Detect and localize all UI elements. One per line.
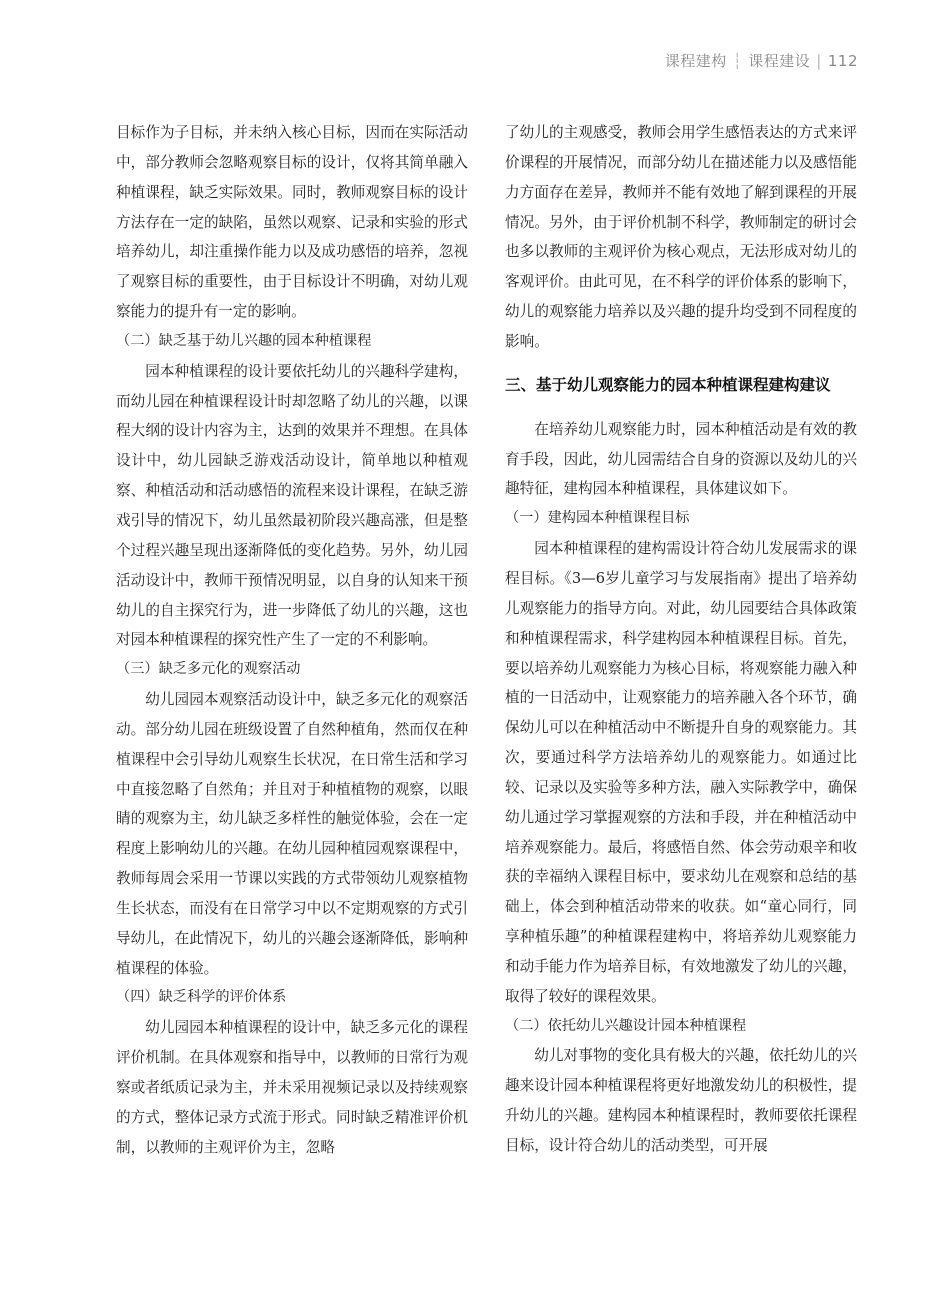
body-paragraph: 了幼儿的主观感受，教师会用学生感悟表达的方式来评价课程的开展情况，而部分幼儿在描述能力以及感悟能力方面存在差异，教师并不能有效地了解到课程的开展情况。另外，由于评价机制不科学，教师制定的研讨会也多以教师的主观评价为核心观点，无法形成对幼儿的客观评价。由此可见，在不科学的评价体系的影响下，幼儿的观察能力培养以及兴趣的提升均受到不同程度的影响。 bbox=[505, 124, 857, 350]
body-paragraph: 目标作为子目标，并未纳入核心目标，因而在实际活动中，部分教师会忽略观察目标的设计，仅将其简单融入种植课程，缺乏实际效果。同时，教师观察目标的设计方法存在一定的缺陷，虽然以观察、记录和实验的形式培养幼儿，却注重操作能力以及成功感悟的培养，忽视了观察目标的重要性，由于目标设计不明确，对幼儿观察能力的提升有一定的影响。 bbox=[116, 124, 468, 321]
header-separator: | bbox=[816, 52, 822, 70]
body-paragraph: 幼儿园园本观察活动设计中，缺乏多元化的观察活动。部分幼儿园在班级设置了自然种植角，然而仅在种植课程中会引导幼儿观察生长状况，在日常生活和学习中直接忽略了自然角；并且对于种植植物的观察，以眼睛的观察为主，幼儿缺乏多样性的触觉体验，会在一定程度上影响幼儿的兴趣。在幼儿园种植园观察课程中，教师每周会采用一节课以实践的方式带领幼儿观察植物生长状态，而没有在日常学习中以不定期观察的方式引导幼儿，在此情况下，幼儿的兴趣会逐渐降低，影响种植课程的体验。 bbox=[116, 691, 468, 977]
right-column bbox=[505, 118, 857, 1161]
section-title: 三、基于幼儿观察能力的园本种植课程建构建议 bbox=[505, 375, 831, 394]
body-paragraph: 幼儿对事物的变化具有极大的兴趣，依托幼儿的兴趣来设计园本种植课程将更好地激发幼儿的积极性，提升幼儿的兴趣。建构园本种植课程时，教师要依托课程目标，设计符合幼儿的活动类型，可开展 bbox=[505, 1047, 857, 1154]
body-paragraph: 幼儿园园本种植课程的设计中，缺乏多元化的课程评价机制。在具体观察和指导中，以教师的日常行为观察或者纸质记录为主，并未采用视频记录以及持续观察的方式，整体记录方式流于形式。同时缺乏精准评价机制，以教师的主观评价为主，忽略 bbox=[116, 1019, 468, 1156]
body-paragraph: 在培养幼儿观察能力时，园本种植活动是有效的教育手段，因此，幼儿园需结合自身的资源以及幼儿的兴趣特征，建构园本种植课程，具体建议如下。 bbox=[505, 420, 857, 498]
header-section: 课程建构 bbox=[664, 52, 727, 70]
subheading: （三）缺乏多元化的观察活动 bbox=[116, 661, 301, 678]
page-number: 112 bbox=[827, 52, 858, 70]
subheading: （四）缺乏科学的评价体系 bbox=[116, 989, 287, 1006]
running-header bbox=[665, 50, 858, 71]
left-column bbox=[116, 118, 468, 1163]
subheading: （一）建构园本种植课程目标 bbox=[505, 510, 690, 527]
body-paragraph: 园本种植课程的建构需设计符合幼儿发展需求的课程目标。《3—6岁儿童学习与发展指南》提出了培养幼儿观察能力的指导方向。对此，幼儿园要结合具体政策和种植课程需求，科学建构园本种植课程目标。首先，要以培养幼儿观察能力为核心目标，将观察能力融入种植的一日活动中，让观察能力的培养融入各个环节，确保幼儿可以在种植活动中不断提升自身的观察能力。其次，要通过科学方法培养幼儿的观察能力。如通过比较、记录以及实验等多种方法，融入实际教学中，确保幼儿通过学习掌握观察的方法和手段，并在种植活动中培养观察能力。最后，将感悟自然、体会劳动艰辛和收获的幸福纳入课程目标中，要求幼儿在观察和总结的基础上，体会到种植活动带来的收获。如“童心同行，同享种植乐趣”的种植课程建构中，将培养幼儿观察能力和动手能力作为培养目标，有效地激发了幼儿的兴趣，取得了较好的课程效果。 bbox=[505, 540, 857, 1005]
header-subsection: 课程建设 bbox=[748, 52, 811, 70]
subheading: （二）缺乏基于幼儿兴趣的园本种植课程 bbox=[116, 332, 372, 349]
subheading: （二）依托幼儿兴趣设计园本种植课程 bbox=[505, 1017, 747, 1034]
body-paragraph: 园本种植课程的设计要依托幼儿的兴趣科学建构，而幼儿园在种植课程设计时却忽略了幼儿的兴趣，以课程大纲的设计内容为主，达到的效果并不理想。在具体设计中，幼儿园缺乏游戏活动设计，简单地以种植观察、种植活动和活动感悟的流程来设计课程，在缺乏游戏引导的情况下，幼儿虽然最初阶段兴趣高涨，但是整个过程兴趣呈现出逐渐降低的变化趋势。另外，幼儿园活动设计中，教师干预情况明显，以自身的认知来干预幼儿的自主探究行为，进一步降低了幼儿的兴趣，这也对园本种植课程的探究性产生了一定的不利影响。 bbox=[116, 362, 468, 649]
header-separator: ┆ bbox=[732, 52, 743, 70]
